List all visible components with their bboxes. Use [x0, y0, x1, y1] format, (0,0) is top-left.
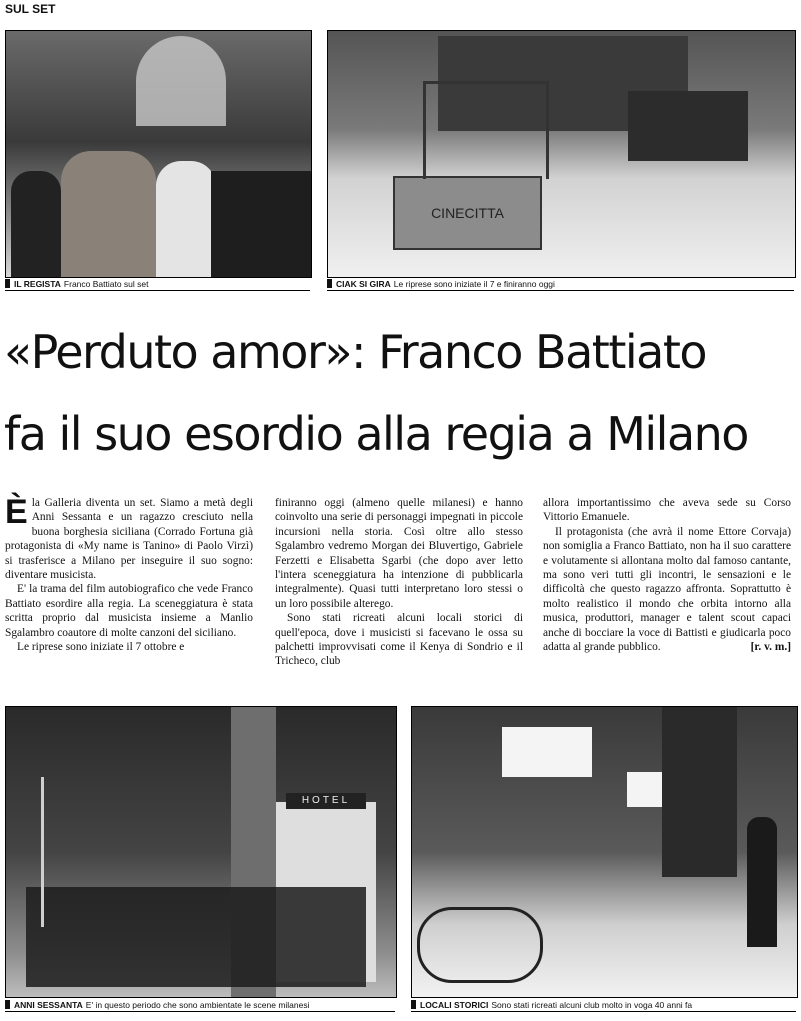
article-paragraph: allora importantissimo che aveva sede su Corso Vittorio Emanuele. — [543, 497, 791, 524]
reflector-panel — [502, 727, 592, 777]
caption-clubs: LOCALI STORICI Sono stati ricreati alcuni club molto in voga 40 anni fa — [411, 1000, 796, 1012]
article-paragraph: Il protagonista (che avrà il nome Ettore Corvaja) non somiglia a Franco Battiato, non ha il suo carattere e volutamente si allontana molto dal famoso cantante, ma sono veri tutti gli incontri, le sensazioni e le difficoltà che questo ragazzo affronta. Soprattutto è molto realistico il mondo che orbita intorno alla musica, produttori, manager e talent scout capaci anche di bocciare la voce di Battisti e giudicarla poco adatta al grande pubblico. [r. v. m.] — [543, 525, 791, 654]
person-left — [11, 171, 61, 278]
light-stand — [41, 777, 44, 927]
crowd — [211, 171, 311, 278]
photo-director — [5, 30, 312, 278]
caption-mark — [5, 279, 10, 288]
dropcap: È — [5, 493, 28, 531]
caption-mark — [5, 1000, 10, 1009]
article-paragraph: finiranno oggi (almeno quelle milanesi) e hanno coinvolto una serie di personaggi impegnati in piccole incursioni nella storia. Così oltre allo stesso Sgalambro vedremo Morgan dei Bluvertigo, Gabriele Ferzetti e Elisabetta Sgarbi (che dopo aver letto l'intera sceneggiatura ha intenzione di pubblicarla integralmente). Quasi tutti interpretano loro stessi o un loro possibile alterego. — [275, 497, 523, 610]
photo-cart — [327, 30, 796, 278]
article-column-2 — [275, 496, 523, 669]
article-paragraph: Èla Galleria diventa un set. Siamo a metà degli Anni Sessanta e un ragazzo cresciuto nella buona borghesia siciliana (Corrado Fortuna già protagonista di «My name is Tanino» di Paolo Virzì) si trasferisce a Milano per inseguire il suo sogno: diventare musicista. — [5, 493, 253, 582]
archway — [136, 36, 226, 126]
photo-sixties-set — [5, 706, 397, 998]
article-paragraph: Sono stati ricreati alcuni locali storici di quell'epoca, dove i musicisti si facevano le ossa su palchetti improvvisati come il Kenya di Sondrio e il Tricheco, club — [275, 612, 523, 668]
article-column-3 — [543, 496, 791, 654]
film-equipment — [26, 887, 366, 987]
caption-director: IL REGISTA Franco Battiato sul set — [5, 279, 310, 291]
article-column-1 — [5, 493, 253, 654]
caption-mark — [327, 279, 332, 288]
crew-member — [747, 817, 777, 947]
caption-mark — [411, 1000, 416, 1009]
caption-sixties: ANNI SESSANTA E' in questo periodo che sono ambientate le scene milanesi — [5, 1000, 395, 1012]
author-signature: [r. v. m.] — [750, 641, 791, 654]
cart-frame — [423, 81, 549, 179]
photo-historic-clubs — [411, 706, 798, 998]
article-paragraph: Le riprese sono iniziate il 7 ottobre e — [17, 641, 185, 654]
section-tag: SUL SET — [5, 2, 56, 16]
person-director — [61, 151, 156, 278]
caption-cart: CIAK SI GIRA Le riprese sono iniziate il 7 e finiranno oggi — [327, 279, 794, 291]
bicycle — [417, 907, 543, 983]
hotel-sign: HOTEL — [286, 793, 366, 809]
film-cart: CINECITTA — [393, 176, 542, 250]
article-paragraph: E' la trama del film autobiografico che vede Franco Battiato esordire alla regia. La sceneggiatura è stata scritta proprio dal musicista insieme a Manlio Sgalambro coautore di molte canzoni del siciliano. — [5, 583, 253, 639]
headline-line-1: «Perduto amor»: Franco Battiato — [4, 325, 707, 379]
building-right — [662, 707, 737, 877]
passers-by — [628, 91, 748, 161]
person-actor — [156, 161, 216, 278]
headline-line-2: fa il suo esordio alla regia a Milano — [4, 407, 748, 461]
